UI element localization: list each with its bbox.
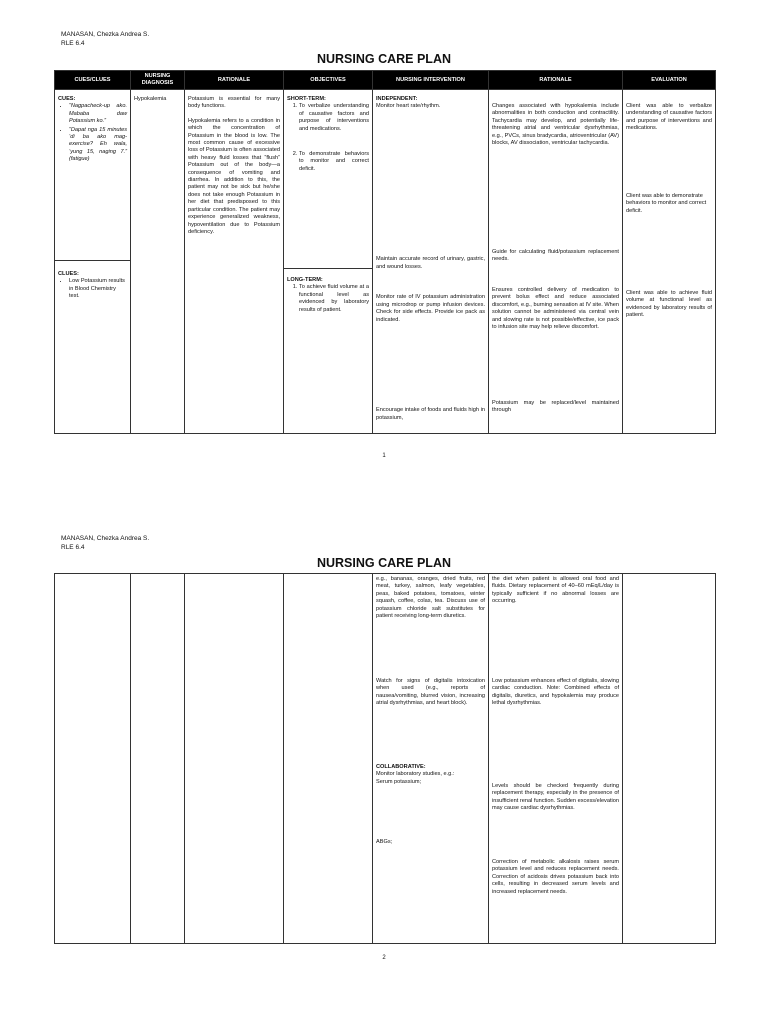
objective-item: 2. To demonstrate behaviors to monitor and correct deficit.	[299, 151, 369, 173]
objectives-cell-empty	[284, 574, 373, 944]
author-name: MANASAN, Chezka Andrea S.	[61, 535, 150, 542]
clues-heading: CLUES:	[58, 271, 79, 277]
cues-heading: CUES:	[58, 96, 76, 102]
evaluation-item: Client was able to achieve fluid volume at functional level as evidenced by laboratory results of patient.	[626, 290, 712, 319]
intervention-cell	[373, 90, 489, 434]
short-term-heading: SHORT-TERM:	[287, 96, 326, 102]
evaluation-item: Client was able to demonstrate behaviors to monitor and correct deficit.	[626, 193, 707, 214]
rationale-paragraph: Potassium is essential for many body functions.	[188, 96, 280, 110]
rationale2-item: Correction of metabolic alkalosis raises serum potassium level and reduces replacement needs. Correction of acidosis drives potassium back into cells, resulting in decreased serum levels and increased replacement needs.	[492, 859, 619, 895]
evaluation-cell-empty	[623, 574, 716, 944]
cues-cell-empty	[55, 574, 131, 944]
rationale2-item: Ensures controlled delivery of medication to prevent bolus effect and reduce associated discomfort, e.g., burning sensation at IV site. When solution cannot be administered via central vein and slowing rate is not possible/effective, ice pack to infusion site may help relieve discomfort.	[492, 287, 619, 331]
intervention-item: Monitor rate of IV potassium administration using microdrop or pump infusion devices. Check for side effects. Provide ice pack as indicated.	[376, 294, 485, 323]
col-header-diagnosis: NURSING DIAGNOSIS	[131, 71, 185, 90]
collaborative-heading: COLLABORATIVE:	[376, 764, 426, 770]
independent-heading: INDEPENDENT:	[376, 96, 418, 102]
evaluation-cell	[623, 90, 716, 434]
col-header-objectives: OBJECTIVES	[284, 71, 373, 90]
long-term-heading: LONG-TERM:	[287, 277, 323, 283]
diagnosis-cell-empty	[131, 574, 185, 944]
page-number: 1	[382, 453, 386, 459]
objectives-cell	[284, 90, 373, 434]
section-label: RLE 6.4	[61, 40, 85, 47]
serum-potassium-label: Serum potassium;	[376, 778, 422, 785]
care-plan-table-continued	[54, 573, 716, 944]
col-header-evaluation: EVALUATION	[623, 71, 716, 90]
diagnosis-text: Hypokalemia	[134, 96, 167, 102]
section-label: RLE 6.4	[61, 544, 85, 551]
intervention-item: Watch for signs of digitalis intoxication when used (e.g., reports of nausea/vomiting, blurred vision, increasing atrial dysrhythmias, and heart block).	[376, 678, 485, 707]
rationale2-item: Potassium may be replaced/level maintained through	[492, 400, 619, 414]
rationale2-cell	[489, 90, 623, 434]
cues-cell	[55, 90, 131, 434]
rationale-cell	[185, 90, 284, 434]
col-header-intervention: NURSING INTERVENTION	[373, 71, 489, 90]
page-number: 2	[382, 955, 386, 961]
intervention-item: Encourage intake of foods and fluids high in potassium,	[376, 407, 485, 421]
rationale2-item: Low potassium enhances effect of digitalis, slowing cardiac conduction. Note: Combined effects of digitalis, diuretics, and hypokalemia may produce lethal dysrhythmias.	[492, 678, 619, 707]
page-title: NURSING CARE PLAN	[316, 52, 452, 66]
intervention-item: Monitor heart rate/rhythm.	[376, 103, 441, 110]
cue-item: • “Nagpacheck-up ako. Mababa daw Potassium ko.”	[69, 103, 127, 125]
cue-item: • “Dapat nga 15 minutes ‘di ba ako mag-exercise? Eh wala, ‘yung 15, naging 7.” (fatigue)	[69, 127, 127, 164]
rationale-cell-empty	[185, 574, 284, 944]
evaluation-item: Client was able to verbalize understanding of causative factors and purpose of interventions and medications.	[626, 103, 712, 132]
col-header-rationale-2: RATIONALE	[489, 71, 623, 90]
intervention-item: Maintain accurate record of urinary, gastric, and wound losses.	[376, 256, 485, 270]
author-name: MANASAN, Chezka Andrea S.	[61, 31, 150, 38]
rationale2-item: Guide for calculating fluid/potassium replacement needs.	[492, 249, 619, 263]
page-2	[0, 512, 768, 1024]
diagnosis-cell	[131, 90, 185, 434]
care-plan-table	[54, 70, 716, 434]
page-title: NURSING CARE PLAN	[316, 556, 452, 570]
rationale-paragraph: Hypokalemia refers to a condition in which the concentration of Potassium in the blood is low. The most common cause of excessive loss of Potassium is often associated with heavy fluid losses that “flush” Potassium out of the body—a consequence of vomiting and diarrhea. In addition to this, the patient may not be sick but he/she does not take enough Potassium in her diet that predisposed to this particular condition. The patient may experience generalized weakness, hypoventilation due to Potassium deficiency.	[188, 117, 280, 235]
rationale2-item: Levels should be checked frequently during replacement therapy, especially in the presence of insufficient renal function. Sudden excess/elevation may cause cardiac dysrhythmias.	[492, 783, 619, 812]
abgs-label: ABGs;	[376, 838, 393, 845]
rationale2-item: the diet when patient is allowed oral food and fluids. Dietary replacement of 40–60 mEq/L/day is typically sufficient if no abnormal losses are occurring.	[492, 576, 619, 605]
objective-item: 1. To achieve fluid volume at a functional level as evidenced by laboratory results of patient.	[299, 284, 369, 314]
intervention-item: Monitor laboratory studies, e.g.:	[376, 771, 455, 778]
clue-item: • Low Potassium results in Blood Chemistry test.	[69, 278, 127, 300]
intervention-item: e.g., bananas, oranges, dried fruits, red meat, turkey, salmon, leafy vegetables, peas, baked potatoes, tomatoes, winter squash, coffee, colas, tea. Discuss use of potassium chloride salt substitutes for patient receiving long-term diuretics.	[376, 576, 485, 620]
col-header-cues: CUES/CLUES	[55, 71, 131, 90]
objective-item: 1. To verbalize understanding of causative factors and purpose of interventions and medications.	[299, 103, 369, 133]
col-header-rationale: RATIONALE	[185, 71, 284, 90]
intervention-cell	[373, 574, 489, 944]
rationale2-cell	[489, 574, 623, 944]
rationale2-item: Changes associated with hypokalemia include abnormalities in both conduction and contractility. Tachycardia may develop, and potentially life-threatening atrial and ventricular dysrhythmias, e.g., PVCs, sinus bradycardia, atrioventricular (AV) blocks, AV dissociation, ventricular tachycardia.	[492, 103, 619, 147]
